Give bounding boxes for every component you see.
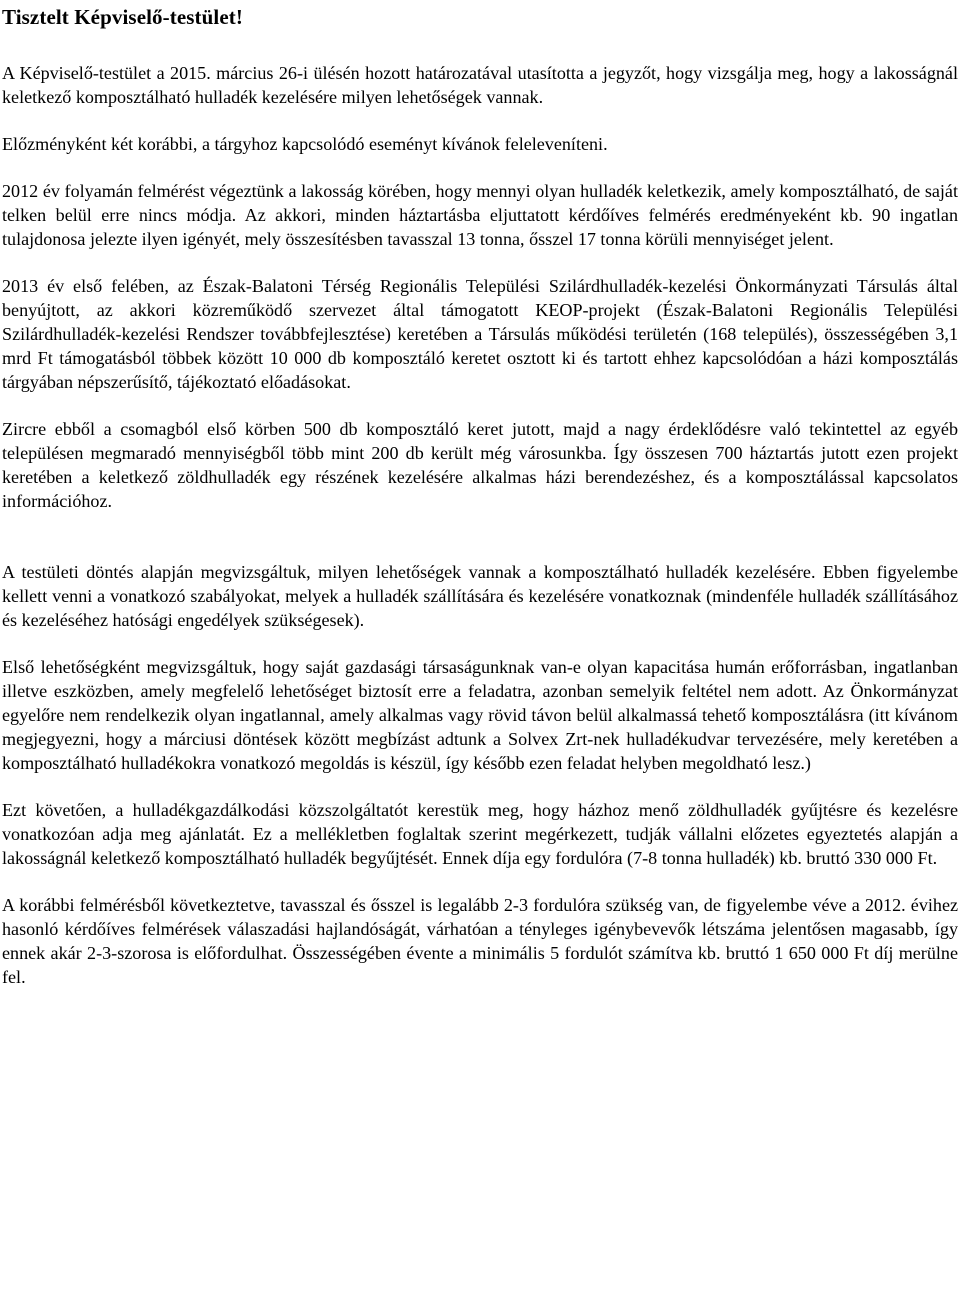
- paragraph-2013-project: 2013 év első felében, az Észak-Balatoni Térség Regionális Települési Szilárdhulladék-kezelési Önkormányzati Társulás által benyújtott, az akkori közreműködő szervezet által támogatott KEOP-projekt (Észak-Balatoni Regionális Települési Szilárdhulladék-kezelési Rendszer továbbfejlesztése) keretében a Társulás működési területén (168 település), összességében 3,1 mrd Ft támogatásból többek között 10 000 db komposztáló keretet osztott ki és tartott ehhez kapcsolódóan a házi komposztálás tárgyában népszerűsítő, tájékoztató előadásokat.: [2, 276, 958, 392]
- paragraph-service-offer: Ezt követően, a hulladékgazdálkodási közszolgáltatót kerestük meg, hogy házhoz menő zöldhulladék gyűjtésre és kezelésre vonatkozóan adja meg ajánlatát. Ez a mellékletben foglaltak szerint megérkezett, tudják vállalni előzetes egyeztetés alapján a lakosságnál keletkező komposztálható hulladék begyűjtését. Ennek díja egy fordulóra (7-8 tonna hulladék) kb. bruttó 330 000 Ft.: [2, 800, 958, 868]
- paragraph-2012-survey: 2012 év folyamán felmérést végeztünk a lakosság körében, hogy mennyi olyan hulladék keletkezik, amely komposztálható, de saját telken belül erre nincs módja. Az akkori, minden háztartásba eljuttatott kérdőíves felmérés eredményeként kb. 90 ingatlan tulajdonosa jelezte ilyen igényét, mely összesítésben tavasszal 13 tonna, ősszel 17 tonna körüli mennyiséget jelent.: [2, 181, 958, 249]
- paragraph-zirc-allocation: Zircre ebből a csomagból első körben 500 db komposztáló keret jutott, majd a nagy érdeklődésre való tekintettel az egyéb településen megmaradó mennyiségből több mint 200 db került még városunkba. Így összesen 700 háztartás jutott ezen projekt keretében a keletkező zöldhulladék egy részének kezelésére alkalmas házi berendezéshez, és a komposztálással kapcsolatos információhoz.: [2, 419, 958, 511]
- document-title: Tisztelt Képviselő-testület!: [2, 5, 243, 29]
- paragraph-background: Előzményként két korábbi, a tárgyhoz kapcsolódó eseményt kívánok feleleveníteni.: [2, 134, 608, 154]
- paragraph-intro: A Képviselő-testület a 2015. március 26-i ülésén hozott határozatával utasította a jegyzőt, hogy vizsgálja meg, hogy a lakosságnál keletkező komposztálható hulladék kezelésére milyen lehetőségek vannak.: [2, 63, 958, 107]
- paragraph-cost-estimate: A korábbi felmérésből következtetve, tavasszal és ősszel is legalább 2-3 fordulóra szükség van, de figyelembe véve a 2012. évihez hasonló kérdőíves felmérések válaszadási hajlandóságát, várhatóan a tényleges igénybevevők létszáma jelentősen magasabb, így ennek akár 2-3-szorosa is előfordulhat. Összességében évente a minimális 5 fordulót számítva kb. bruttó 1 650 000 Ft díj merülne fel.: [2, 895, 958, 987]
- paragraph-council-decision: A testületi döntés alapján megvizsgáltuk, milyen lehetőségek vannak a komposztálható hulladék kezelésére. Ebben figyelembe kellett venni a vonatkozó szabályokat, melyek a hulladék szállítására és kezelésére vonatkoznak (mindenféle hulladék szállításához és kezeléséhez hatósági engedélyek szükségesek).: [2, 562, 958, 630]
- paragraph-first-option: Első lehetőségként megvizsgáltuk, hogy saját gazdasági társaságunknak van-e olyan kapacitása humán erőforrásban, ingatlanban illetve eszközben, amely megfelelő lehetőséget biztosít erre a feladatra, azonban semelyik feltétel nem adott. Az Önkormányzat egyelőre nem rendelkezik olyan ingatlannal, amely alkalmas vagy rövid távon belül alkalmassá tehető komposztálásra (itt kívánom megjegyezni, hogy a márciusi döntések között megbízást adtunk a Solvex Zrt-nek hulladékudvar tervezésére, mely keretében a komposztálható hulladékokra vonatkozó megoldás is készül, így később ezen feladat helyben megoldható lesz.): [2, 657, 958, 773]
